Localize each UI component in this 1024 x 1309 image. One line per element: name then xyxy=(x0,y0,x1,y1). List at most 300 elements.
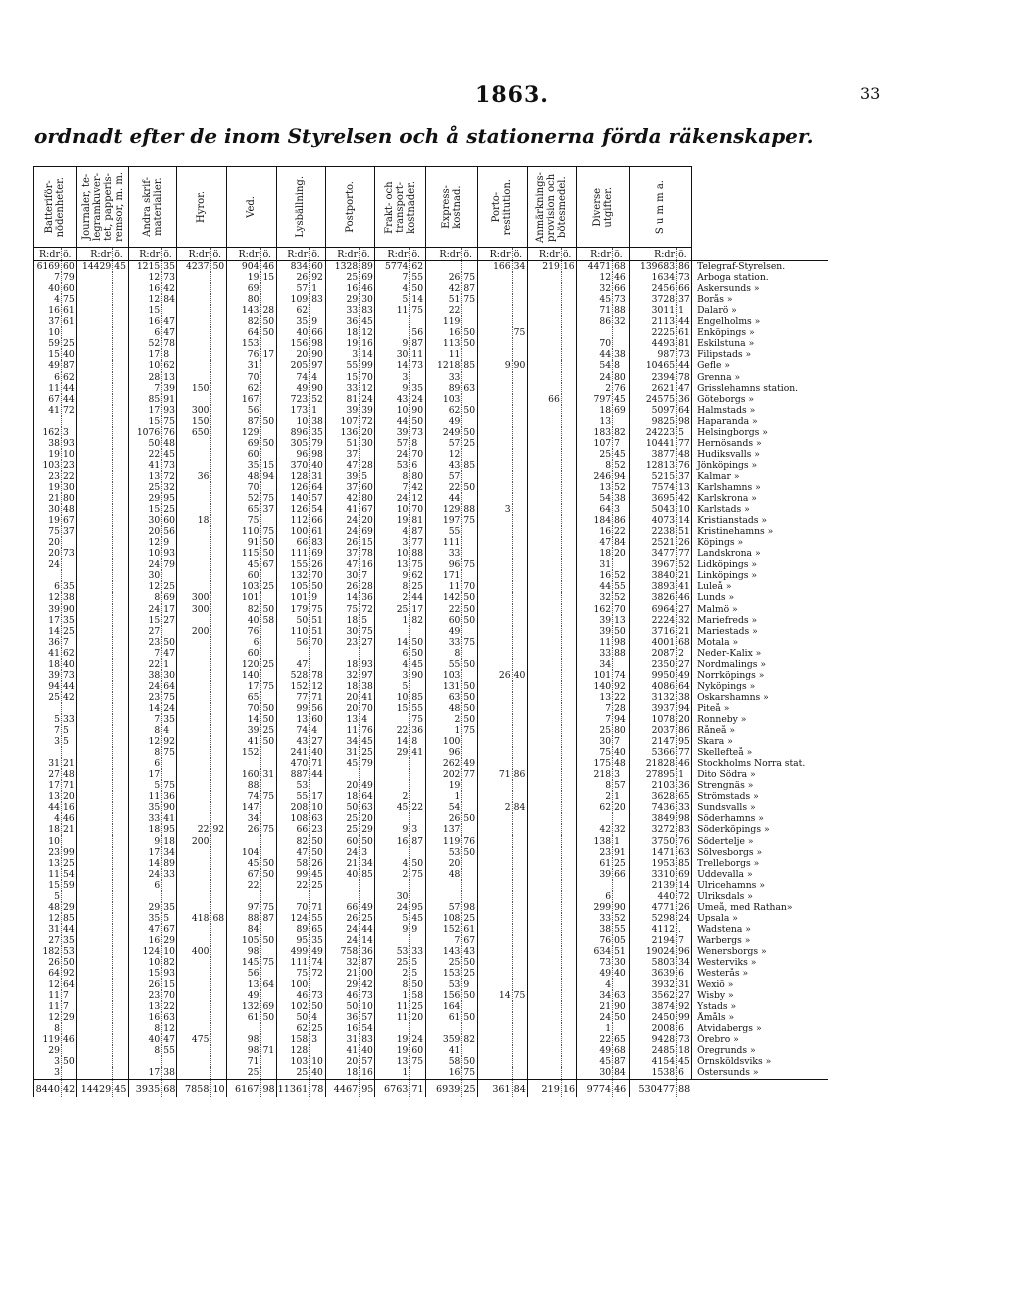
table-cell xyxy=(211,957,227,968)
table-cell xyxy=(477,1001,512,1012)
table-cell: 3826 xyxy=(630,592,677,603)
table-cell: 64 xyxy=(62,979,77,990)
table-cell: 13 xyxy=(613,615,630,626)
table-cell xyxy=(527,548,561,559)
station-name: Malmö » xyxy=(692,604,828,615)
table-cell xyxy=(113,526,129,537)
table-cell xyxy=(77,659,113,670)
table-cell: 75 xyxy=(261,493,276,504)
table-cell xyxy=(261,394,276,405)
column-header-label: Andra skrif- materialier. xyxy=(141,177,164,237)
table-cell xyxy=(77,548,113,559)
table-cell: 22 xyxy=(613,692,630,703)
table-cell: 24223 xyxy=(630,427,677,438)
table-cell: 2 xyxy=(477,802,512,813)
table-cell xyxy=(462,493,477,504)
table-row xyxy=(34,570,828,581)
table-cell xyxy=(162,880,177,891)
table-cell: 53 xyxy=(375,946,410,957)
table-cell: 5 xyxy=(677,427,692,438)
table-cell xyxy=(613,979,630,990)
table-cell: 11 xyxy=(375,1001,410,1012)
table-cell xyxy=(477,725,512,736)
table-cell: 73 xyxy=(410,427,426,438)
table-cell: 71 xyxy=(477,769,512,780)
table-cell: 9 xyxy=(375,338,410,349)
table-cell: 22 xyxy=(426,305,462,316)
table-cell: 20 xyxy=(613,548,630,559)
table-cell: 8 xyxy=(375,471,410,482)
table-cell: 25 xyxy=(129,482,162,493)
table-cell xyxy=(211,1012,227,1023)
table-cell: 132 xyxy=(227,1001,261,1012)
table-cell xyxy=(512,449,527,460)
table-cell: 100 xyxy=(426,736,462,747)
table-cell: 50 xyxy=(261,736,276,747)
table-cell: 758 xyxy=(326,946,360,957)
table-row xyxy=(34,725,828,736)
table-cell: 5215 xyxy=(630,471,677,482)
table-cell: 20 xyxy=(678,713,690,725)
table-cell: 38 xyxy=(310,416,326,427)
table-cell xyxy=(561,747,576,758)
table-cell xyxy=(77,471,113,482)
table-cell: 61 xyxy=(678,327,690,339)
table-cell: 46 xyxy=(613,272,630,283)
station-name: Strengnäs » xyxy=(692,780,828,791)
table-cell: 33 xyxy=(410,946,426,957)
table-cell: 40 xyxy=(512,670,527,681)
table-cell: 179 xyxy=(276,604,310,615)
table-cell xyxy=(211,891,227,902)
table-cell: 25 xyxy=(310,1023,326,1034)
table-cell: 50 xyxy=(360,835,375,846)
table-cell: 5774 xyxy=(375,261,410,273)
table-cell xyxy=(462,736,477,747)
table-row xyxy=(34,493,828,504)
table-cell: 53 xyxy=(375,460,410,471)
table-row xyxy=(34,957,828,968)
table-cell: 41 xyxy=(410,747,426,758)
table-cell: 2008 xyxy=(630,1023,677,1034)
table-cell: 50 xyxy=(261,537,276,548)
table-cell: 75 xyxy=(360,626,375,637)
table-cell: 27 xyxy=(162,615,177,626)
table-cell: 17 xyxy=(129,349,162,360)
table-cell: 3011 xyxy=(630,305,677,316)
table-cell: 18 xyxy=(577,548,613,559)
total-cell: 4467 xyxy=(326,1079,360,1097)
table-cell: 50 xyxy=(462,604,477,615)
table-cell: 140 xyxy=(276,493,310,504)
table-cell xyxy=(113,835,129,846)
table-cell xyxy=(211,681,227,692)
table-cell: 14 xyxy=(410,294,426,305)
station-name: Ulriksdals » xyxy=(692,891,828,902)
table-cell: 7 xyxy=(613,438,630,449)
table-cell: 5366 xyxy=(630,747,677,758)
table-row xyxy=(34,780,828,791)
table-cell xyxy=(326,880,360,891)
table-cell xyxy=(561,570,576,581)
table-cell: 183 xyxy=(577,427,613,438)
table-cell xyxy=(211,316,227,327)
table-cell: 35 xyxy=(276,316,310,327)
table-cell: . xyxy=(677,924,692,935)
table-cell xyxy=(77,1001,113,1012)
table-cell xyxy=(77,990,113,1001)
table-cell: 13 xyxy=(129,471,162,482)
table-cell: 19 xyxy=(426,780,462,791)
table-cell xyxy=(561,858,576,869)
table-cell: 55 xyxy=(310,913,326,924)
table-cell: 1078 xyxy=(630,714,677,725)
table-cell: 11 xyxy=(34,1001,62,1012)
table-cell: 138 xyxy=(577,835,613,846)
table-cell: 152 xyxy=(227,747,261,758)
station-name: Oskarshamns » xyxy=(692,692,828,703)
table-cell: 27 xyxy=(34,935,62,946)
table-cell: 45 xyxy=(227,559,261,570)
table-cell xyxy=(360,769,375,780)
table-cell: 42 xyxy=(410,482,426,493)
table-cell: 24 xyxy=(375,449,410,460)
table-cell: 17 xyxy=(261,349,276,360)
table-cell: 101 xyxy=(227,592,261,603)
table-cell xyxy=(462,548,477,559)
table-cell xyxy=(527,581,561,592)
table-row xyxy=(34,1067,828,1079)
table-cell: 16 xyxy=(426,327,462,338)
table-cell: 18 xyxy=(326,615,360,626)
table-cell xyxy=(113,504,129,515)
table-cell xyxy=(211,471,227,482)
table-cell: 89 xyxy=(426,383,462,394)
table-cell: 40 xyxy=(62,349,77,360)
table-cell: 56 xyxy=(276,637,310,648)
table-cell: 27 xyxy=(678,658,690,670)
table-row xyxy=(34,1012,828,1023)
table-cell: 1076 xyxy=(129,427,162,438)
column-header xyxy=(527,167,576,248)
table-cell: 2224 xyxy=(630,615,677,626)
table-cell: 92 xyxy=(62,968,77,979)
table-cell: 140 xyxy=(227,670,261,681)
station-name: Askersunds » xyxy=(692,283,828,294)
table-cell xyxy=(462,471,477,482)
table-cell: 10 xyxy=(375,405,410,416)
table-cell: 3272 xyxy=(630,824,677,835)
table-cell: 39 xyxy=(577,869,613,880)
table-row xyxy=(34,924,828,935)
table-cell xyxy=(477,1056,512,1067)
table-cell: 20 xyxy=(613,802,630,813)
station-name: Trelleborgs » xyxy=(692,858,828,869)
table-cell: 56 xyxy=(310,703,326,714)
table-cell: 18 xyxy=(326,791,360,802)
table-cell: 34 xyxy=(678,957,690,969)
table-cell: 80 xyxy=(360,493,375,504)
table-cell xyxy=(177,504,211,515)
table-cell xyxy=(77,1012,113,1023)
table-cell: 2087 xyxy=(630,648,677,659)
table-cell xyxy=(177,1023,211,1034)
table-cell: 43 xyxy=(276,736,310,747)
station-name: Engelholms » xyxy=(692,316,828,327)
table-cell xyxy=(426,880,462,891)
table-cell xyxy=(77,780,113,791)
table-row xyxy=(34,416,828,427)
table-cell: 65 xyxy=(678,791,690,803)
table-cell xyxy=(211,769,227,780)
table-cell xyxy=(512,1034,527,1045)
station-name: Norrköpings » xyxy=(692,670,828,681)
table-cell: 69 xyxy=(227,283,261,294)
table-cell: 24 xyxy=(375,493,410,504)
table-cell: 23 xyxy=(129,692,162,703)
table-cell xyxy=(177,283,211,294)
table-cell: 39 xyxy=(34,670,62,681)
total-cell: 6763 xyxy=(375,1079,410,1097)
table-cell: 13 xyxy=(577,692,613,703)
table-cell: 1 xyxy=(162,659,177,670)
table-cell xyxy=(527,747,561,758)
table-cell: 126 xyxy=(276,504,310,515)
table-cell: 22 xyxy=(129,659,162,670)
table-cell: 20 xyxy=(276,349,310,360)
table-cell: 39 xyxy=(326,471,360,482)
table-cell: 35 xyxy=(310,935,326,946)
table-cell: 24 xyxy=(410,394,426,405)
table-cell xyxy=(512,504,527,515)
table-cell xyxy=(177,272,211,283)
table-cell: 3132 xyxy=(630,692,677,703)
table-cell xyxy=(177,570,211,581)
table-cell: 14 xyxy=(129,703,162,714)
table-cell: 834 xyxy=(276,261,310,273)
table-cell xyxy=(512,604,527,615)
table-cell: 65 xyxy=(227,504,261,515)
table-cell: 24 xyxy=(326,924,360,935)
table-cell: 50 xyxy=(261,1012,276,1023)
table-cell: 11 xyxy=(326,725,360,736)
table-cell: 57 xyxy=(360,1012,375,1023)
table-cell: 49 xyxy=(678,669,690,681)
table-cell xyxy=(527,438,561,449)
table-cell xyxy=(77,272,113,283)
table-cell: 111 xyxy=(276,957,310,968)
table-cell: 8 xyxy=(375,581,410,592)
table-cell xyxy=(512,294,527,305)
table-cell xyxy=(113,427,129,438)
table-cell: 29 xyxy=(162,935,177,946)
table-cell xyxy=(527,990,561,1001)
table-cell: 47 xyxy=(326,559,360,570)
table-cell: 50 xyxy=(462,1056,477,1067)
table-cell xyxy=(261,338,276,349)
table-cell xyxy=(527,858,561,869)
table-cell xyxy=(512,394,527,405)
table-cell xyxy=(261,946,276,957)
station-name: Atvidabergs » xyxy=(692,1023,828,1034)
table-cell: 60 xyxy=(227,449,261,460)
table-cell: 99 xyxy=(62,847,77,858)
table-cell: 723 xyxy=(276,394,310,405)
unit-rd: R:dr xyxy=(34,248,62,261)
table-cell xyxy=(310,1045,326,1056)
table-cell xyxy=(527,813,561,824)
table-cell: 70 xyxy=(360,703,375,714)
table-cell xyxy=(177,681,211,692)
table-cell: 76 xyxy=(613,383,630,394)
table-cell: 25 xyxy=(360,747,375,758)
table-cell: 26 xyxy=(129,979,162,990)
table-cell: 19 xyxy=(375,1034,410,1045)
table-cell: 41 xyxy=(678,581,690,593)
table-cell xyxy=(462,570,477,581)
table-cell: 57 xyxy=(360,1056,375,1067)
table-row xyxy=(34,592,828,603)
table-cell: 95 xyxy=(162,824,177,835)
total-cell: 9774 xyxy=(577,1079,613,1097)
table-cell: 48 xyxy=(62,769,77,780)
table-cell: 1 xyxy=(613,791,630,802)
table-cell xyxy=(512,703,527,714)
table-cell: 10 xyxy=(375,504,410,515)
total-cell: 530477 xyxy=(630,1079,677,1097)
total-cell: 46 xyxy=(613,1079,630,1097)
table-cell: 7 xyxy=(577,714,613,725)
table-cell xyxy=(561,736,576,747)
table-cell: 26 xyxy=(678,537,690,549)
table-cell: 110 xyxy=(227,526,261,537)
table-cell: 37 xyxy=(62,526,77,537)
table-cell: 92 xyxy=(613,681,630,692)
table-cell: 70 xyxy=(410,449,426,460)
table-cell xyxy=(177,659,211,670)
unit-ore: ö. xyxy=(211,248,227,261)
table-cell xyxy=(77,835,113,846)
table-cell: 55 xyxy=(613,924,630,935)
table-cell xyxy=(477,559,512,570)
table-cell xyxy=(113,438,129,449)
unit-ore: ö. xyxy=(410,248,426,261)
table-cell xyxy=(211,902,227,913)
table-cell xyxy=(211,869,227,880)
table-cell: 132 xyxy=(276,570,310,581)
column-header-label: Postporto. xyxy=(344,181,356,233)
table-cell: 60 xyxy=(326,835,360,846)
table-cell xyxy=(477,891,512,902)
table-cell xyxy=(62,327,77,338)
table-cell: 300 xyxy=(177,405,211,416)
table-cell xyxy=(512,471,527,482)
table-cell: 75 xyxy=(261,957,276,968)
total-cell: 71 xyxy=(410,1079,426,1097)
table-cell xyxy=(211,747,227,758)
table-cell xyxy=(527,924,561,935)
table-cell: 71 xyxy=(227,1056,261,1067)
table-cell xyxy=(62,416,77,427)
table-cell: 90 xyxy=(613,902,630,913)
table-cell: 50 xyxy=(410,416,426,427)
unit-rd: R:dr xyxy=(577,248,613,261)
table-cell xyxy=(77,891,113,902)
table-cell: 9 xyxy=(310,592,326,603)
table-cell: 1 xyxy=(677,769,692,780)
table-cell: 25 xyxy=(360,913,375,924)
table-cell: 48 xyxy=(34,902,62,913)
table-cell: 42 xyxy=(62,692,77,703)
table-cell xyxy=(410,935,426,946)
table-cell: 25 xyxy=(426,957,462,968)
table-cell: 59 xyxy=(34,338,62,349)
table-cell: 86 xyxy=(678,261,690,273)
table-cell xyxy=(211,692,227,703)
table-cell: 110 xyxy=(276,626,310,637)
table-cell: 50 xyxy=(261,438,276,449)
table-cell xyxy=(512,316,527,327)
table-cell: 13 xyxy=(227,979,261,990)
table-cell: 1215 xyxy=(129,261,162,273)
table-cell xyxy=(177,769,211,780)
table-cell xyxy=(227,758,261,769)
station-name: Söderhamns » xyxy=(692,813,828,824)
station-name: Grisslehamns station. xyxy=(692,383,828,394)
table-cell xyxy=(211,1045,227,1056)
station-name: Piteå » xyxy=(692,703,828,714)
table-cell xyxy=(77,338,113,349)
table-cell xyxy=(77,416,113,427)
table-cell: 2 xyxy=(677,648,692,659)
table-cell: 55 xyxy=(276,791,310,802)
table-cell xyxy=(177,460,211,471)
table-cell: 23 xyxy=(577,847,613,858)
table-cell: 162 xyxy=(34,427,62,438)
table-cell: 31 xyxy=(261,769,276,780)
table-cell: 88 xyxy=(410,548,426,559)
table-row xyxy=(34,891,828,902)
table-cell: 56 xyxy=(162,526,177,537)
table-cell: 13 xyxy=(678,482,690,493)
table-cell: 5803 xyxy=(630,957,677,968)
table-cell: 26 xyxy=(326,913,360,924)
table-cell: 50 xyxy=(410,979,426,990)
table-cell xyxy=(410,1023,426,1034)
table-cell: 49 xyxy=(426,626,462,637)
table-cell: 119 xyxy=(426,835,462,846)
station-name: Sölvesborgs » xyxy=(692,847,828,858)
table-cell xyxy=(527,935,561,946)
table-cell: 6 xyxy=(577,891,613,902)
table-cell: 184 xyxy=(577,515,613,526)
table-cell: 19 xyxy=(34,482,62,493)
table-cell xyxy=(527,471,561,482)
table-cell: 4 xyxy=(577,979,613,990)
table-cell: 92 xyxy=(310,272,326,283)
table-cell xyxy=(512,659,527,670)
table-cell xyxy=(512,1023,527,1034)
table-cell xyxy=(261,670,276,681)
table-cell: 6 xyxy=(375,648,410,659)
table-cell xyxy=(375,880,410,891)
station-name: Örebro » xyxy=(692,1034,828,1045)
table-cell xyxy=(477,394,512,405)
table-cell: 16 xyxy=(561,261,576,273)
table-cell xyxy=(462,1023,477,1034)
table-cell: 46 xyxy=(62,1034,77,1045)
table-cell: 31 xyxy=(678,979,690,991)
